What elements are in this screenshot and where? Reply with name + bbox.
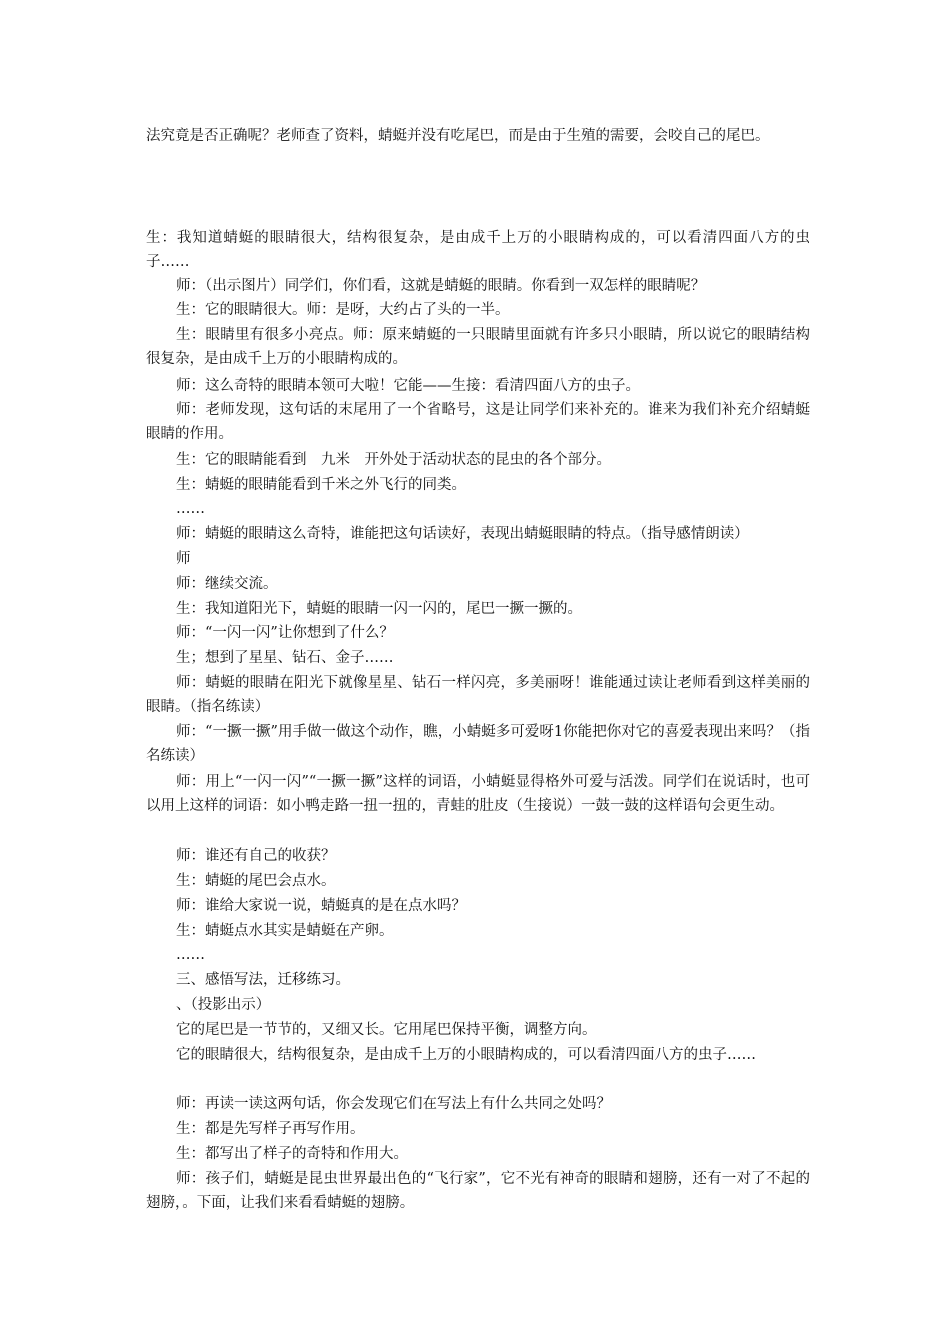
paragraph: 师：继续交流。 <box>176 576 278 592</box>
paragraph: 法究竟是否正确呢？老师查了资料，蜻蜓并没有吃尾巴，而是由于生殖的需要，会咬自己的尾巴。 <box>146 128 770 144</box>
paragraph: 生：蜻蜓点水其实是蜻蜓在产卵。 <box>176 923 394 939</box>
paragraph: …… <box>176 501 205 517</box>
paragraph: 师：谁还有自己的收获？ <box>176 848 336 864</box>
paragraph: 生：它的眼睛能看到 九米 开外处于活动状态的昆虫的各个部分。 <box>176 452 611 468</box>
paragraph: 生：都写出了样子的奇特和作用大。 <box>176 1146 408 1162</box>
paragraph: 师：老师发现，这句话的末尾用了一个省略号，这是让同学们来补充的。谁来为我们补充介绍蜻蜓眼睛的作用。 <box>146 402 810 442</box>
paragraph: 师：蜻蜓的眼睛在阳光下就像星星、钻石一样闪亮，多美丽呀！谁能通过读让老师看到这样美丽的眼睛。（指名练读） <box>146 675 810 715</box>
paragraph: 师：再读一读这两句话，你会发现它们在写法上有什么共同之处吗？ <box>176 1096 611 1112</box>
paragraph: 生：眼睛里有很多小亮点。师：原来蜻蜓的一只眼睛里面就有许多只小眼睛，所以说它的眼睛结构很复杂，是由成千上万的小眼睛构成的。 <box>146 327 810 367</box>
paragraph: …… <box>176 947 205 963</box>
paragraph: 、（投影出示） <box>176 997 271 1013</box>
paragraph: 生：我知道蜻蜓的眼睛很大，结构很复杂，是由成千上万的小眼睛构成的，可以看清四面八方的虫子…… <box>146 230 810 270</box>
paragraph: 师：这么奇特的眼睛本领可大啦！它能——生接：看清四面八方的虫子。 <box>176 378 640 394</box>
paragraph: 师：蜻蜓的眼睛这么奇特，谁能把这句话读好，表现出蜻蜓眼睛的特点。（指导感情朗读） <box>176 526 749 542</box>
paragraph: 师：用上“一闪一闪”“一撅一撅”这样的词语，小蜻蜓显得格外可爱与活泼。同学们在说话时，也可以用上这样的词语：如小鸭走路一扭一扭的，青蛙的肚皮（生接说）一鼓一鼓的这样语句会更生动。 <box>146 774 810 814</box>
paragraph: 师：“一撅一撅”用手做一做这个动作，瞧，小蜻蜓多可爱呀1你能把你对它的喜爱表现出来吗？（指名练读） <box>146 724 810 764</box>
paragraph: 师 <box>176 551 191 567</box>
paragraph: 生：它的眼睛很大。师：是呀，大约占了头的一半。 <box>176 302 510 318</box>
paragraph: 生：蜻蜓的眼睛能看到千米之外飞行的同类。 <box>176 477 466 493</box>
paragraph: 师：谁给大家说一说，蜻蜓真的是在点水吗？ <box>176 898 466 914</box>
paragraph: 师：（出示图片）同学们，你们看，这就是蜻蜓的眼睛。你看到一双怎样的眼睛呢？ <box>176 278 706 294</box>
paragraph: 生：蜻蜓的尾巴会点水。 <box>176 873 336 889</box>
paragraph: 它的尾巴是一节节的，又细又长。它用尾巴保持平衡，调整方向。 <box>176 1022 597 1038</box>
paragraph: 生；想到了星星、钻石、金子…… <box>176 650 394 666</box>
paragraph: 生：都是先写样子再写作用。 <box>176 1121 365 1137</box>
paragraph: 它的眼睛很大，结构很复杂，是由成千上万的小眼睛构成的，可以看清四面八方的虫子…… <box>176 1047 756 1063</box>
section-heading: 三、感悟写法，迁移练习。 <box>176 972 350 988</box>
paragraph: 师：孩子们，蜻蜓是昆虫世界最出色的“飞行家”，它不光有神奇的眼睛和翅膀，还有一对了不起的翅膀，。下面，让我们来看看蜻蜓的翅膀。 <box>146 1171 810 1211</box>
paragraph: 师：“一闪一闪”让你想到了什么？ <box>176 625 394 641</box>
paragraph: 生：我知道阳光下，蜻蜓的眼睛一闪一闪的，尾巴一撅一撅的。 <box>176 601 582 617</box>
